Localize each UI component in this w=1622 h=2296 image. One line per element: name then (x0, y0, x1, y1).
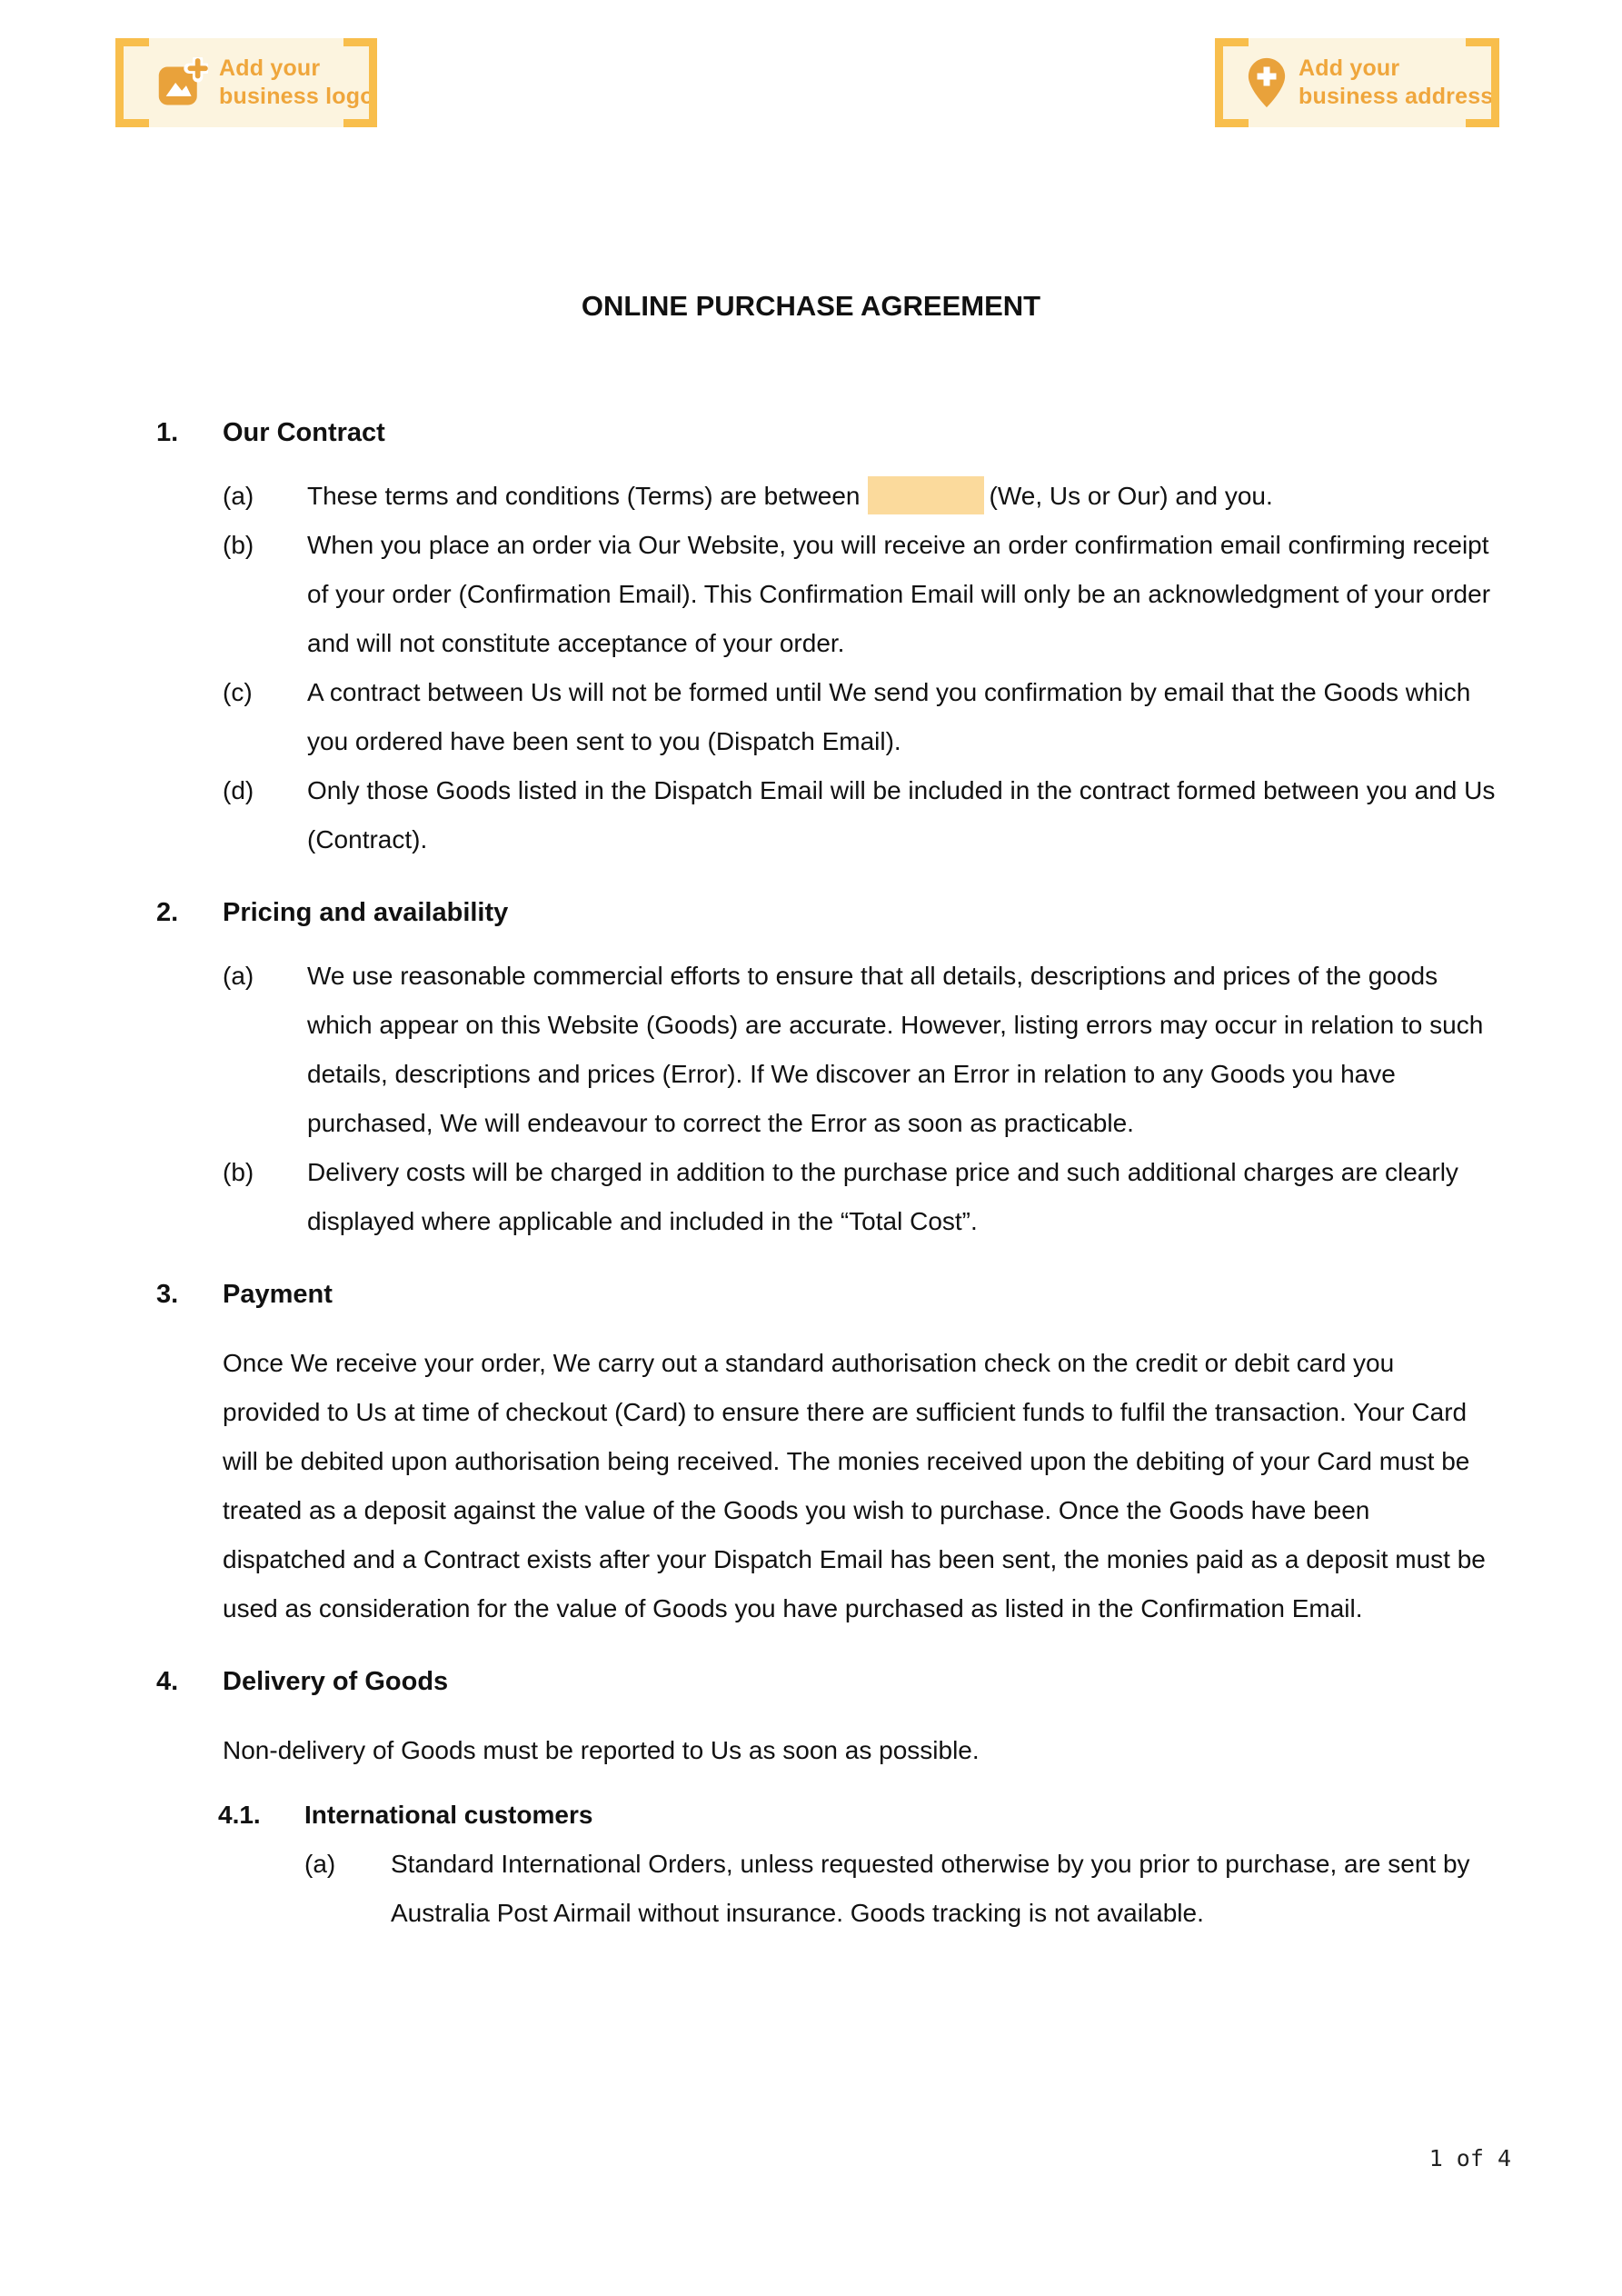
list-item (156, 1148, 1498, 1246)
add-address-label (1299, 55, 1493, 111)
list-item-marker: (a) (304, 1850, 336, 1878)
add-image-icon (157, 57, 208, 108)
section-1-heading (156, 408, 1498, 457)
list-item-marker: (a) (223, 482, 254, 510)
list-item (156, 472, 1498, 521)
add-logo-label-line2: business logo (219, 84, 374, 109)
list-item-text: Only those Goods listed in the Dispatch Email will be included in the contract formed between you and Us (Contract). (307, 776, 1496, 854)
section-2-title: Pricing and availability (223, 898, 509, 927)
section-4-number: 4. (156, 1667, 179, 1696)
subsection-4-1-items (156, 1840, 1498, 1938)
clause-text-after-blank: (We, Us or Our) and you. (989, 482, 1273, 510)
add-address-label-line1: Add your (1299, 55, 1400, 81)
clause-text-before-blank: These terms and conditions (Terms) are between (307, 482, 861, 510)
list-item (156, 668, 1498, 766)
add-location-pin-icon (1248, 57, 1286, 108)
section-1-items (156, 472, 1498, 864)
list-item-marker: (d) (223, 776, 254, 804)
document-title: ONLINE PURCHASE AGREEMENT (581, 290, 1041, 322)
add-address-label-line2: business address (1299, 84, 1494, 109)
subsection-4-1-number: 4.1. (218, 1801, 261, 1829)
add-logo-label (219, 55, 374, 111)
list-item-marker: (b) (223, 1158, 254, 1186)
add-logo-label-line1: Add your (219, 55, 321, 81)
section-4-paragraph: Non-delivery of Goods must be reported to Us as soon as possible. (223, 1736, 980, 1764)
section-3-number: 3. (156, 1280, 179, 1309)
section-3-paragraph: Once We receive your order, We carry out a standard authorisation check on the credit or debit card you provided to Us at time of checkout (Card) to ensure there are sufficient funds to fulfil the transaction. Your Card will be debited upon authorisation being received. The monies received upon the debiting of your Card must be treated as a deposit against the value of the Goods you wish to purchase. Once the Goods have been dispatched and a Contract exists after your Dispatch Email has been sent, the monies paid as a deposit must be used as consideration for the value of Goods you have purchased as listed in the Confirmation Email. (223, 1349, 1486, 1622)
section-1-number: 1. (156, 418, 179, 447)
list-item (156, 766, 1498, 864)
list-item (156, 1840, 1498, 1938)
list-item-text: A contract between Us will not be formed until We send you confirmation by email that the Goods which you ordered have been sent to you (Dispatch Email). (307, 678, 1471, 755)
section-3-heading (156, 1270, 1498, 1319)
add-business-address-placeholder[interactable] (1215, 38, 1499, 127)
list-item-marker: (a) (223, 962, 254, 990)
section-3-title: Payment (223, 1280, 333, 1309)
section-4-title: Delivery of Goods (223, 1667, 449, 1696)
section-2-number: 2. (156, 898, 179, 927)
list-item-text: Delivery costs will be charged in addition to the purchase price and such additional charges are clearly displayed where applicable and included in the “Total Cost”. (307, 1158, 1458, 1235)
document-body (156, 408, 1498, 1938)
subsection-4-1-title: International customers (304, 1801, 593, 1829)
list-item (156, 521, 1498, 668)
section-4-heading (156, 1657, 1498, 1706)
list-item-marker: (c) (223, 678, 253, 706)
section-2-items (156, 952, 1498, 1246)
company-name-blank-field[interactable] (868, 476, 984, 514)
list-item-marker: (b) (223, 531, 254, 559)
section-1-title: Our Contract (223, 418, 385, 447)
list-item (156, 952, 1498, 1148)
add-business-logo-placeholder[interactable] (115, 38, 377, 127)
list-item-text: Standard International Orders, unless requested otherwise by you prior to purchase, are sent by Australia Post Airmail without insurance. Goods tracking is not available. (391, 1850, 1470, 1927)
subsection-4-1-heading (156, 1791, 1498, 1840)
list-item-text: We use reasonable commercial efforts to ensure that all details, descriptions and prices of the goods which appear on this Website (Goods) are accurate. However, listing errors may occur in relation to such details, descriptions and prices (Error). If We discover an Error in relation to any Goods you have purchased, We will endeavour to correct the Error as soon as practicable. (307, 962, 1484, 1137)
list-item-text: When you place an order via Our Website, you will receive an order confirmation email confirming receipt of your order (Confirmation Email). This Confirmation Email will only be an acknowledgment of your order and will not constitute acceptance of your order. (307, 531, 1491, 657)
page-number: 1 of 4 (1428, 2145, 1511, 2171)
section-2-heading (156, 888, 1498, 937)
list-item-text (307, 472, 1498, 521)
